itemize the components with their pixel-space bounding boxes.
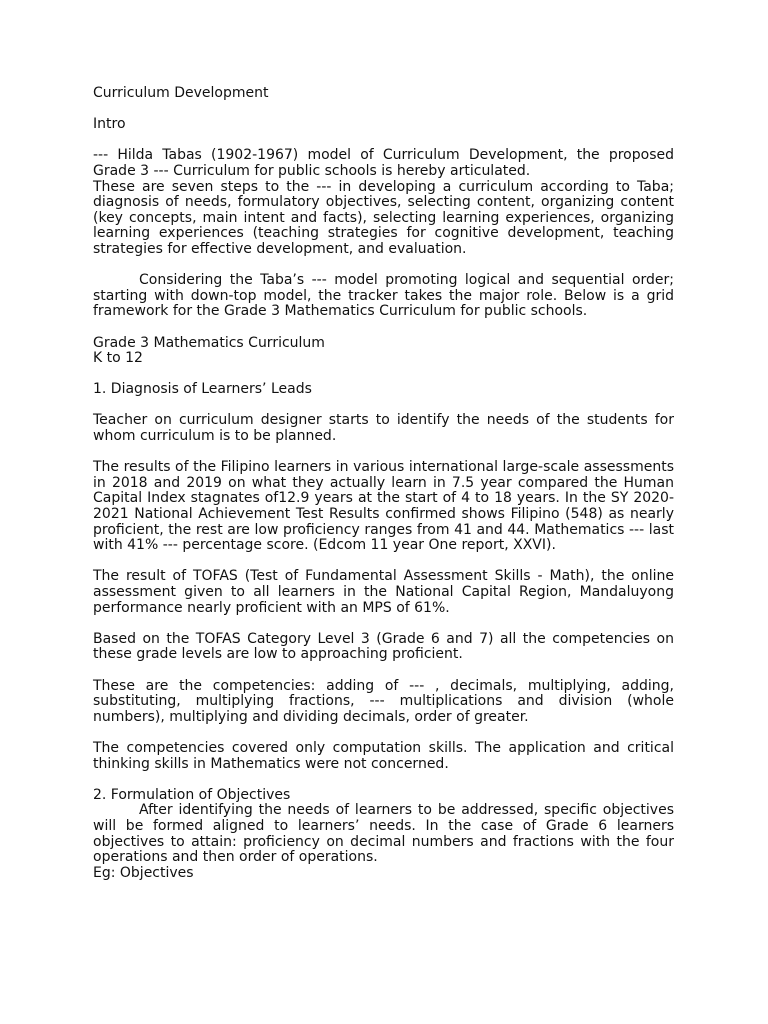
- section-1-paragraph-1: Teacher on curriculum designer starts to identify the needs of the students for whom curriculum is to be planned.: [93, 412, 674, 445]
- document-title: Curriculum Development: [93, 85, 269, 101]
- spacer: [93, 102, 674, 118]
- spacer: [93, 772, 674, 788]
- spacer: [93, 320, 674, 336]
- intro-paragraph-1: --- Hilda Tabas (1902-1967) model of Curriculum Development, the proposed Grade 3 --- Curriculum for public schools is hereby articulated.: [93, 147, 674, 179]
- section-1-paragraph-4: Based on the TOFAS Category Level 3 (Grade 6 and 7) all the competencies on these grade levels are low to approaching proficient.: [93, 630, 674, 663]
- section-2-paragraph-2: Eg: Objectives: [93, 864, 194, 881]
- section-1-paragraph-2: The results of the Filipino learners in various international large-scale assessments in 2018 and 2019 on what they actually learn in 7.5 year compared the Human Capital Index stagnates of12.9 years at the start of 4 to 18 years. In the SY 2020-2021 National Achievement Test Results confirmed shows Filipino (548) as nearly proficient, the rest are low proficiency ranges from 41 and 44. Mathematics --- last with 41% --- percentage score. (Edcom 11 year One report, XXVI).: [93, 459, 674, 554]
- intro-paragraph-2: These are seven steps to the --- in developing a curriculum according to Taba; diagnosis of needs, formulatory objectives, selecting content, organizing content (key concepts, main intent and facts), selecting learning experiences, organizing learning experiences (teaching strategies for cognitive development, teaching strategies for effective development, and evaluation.: [93, 178, 674, 257]
- spacer: [93, 554, 674, 570]
- section-1-paragraph-5: These are the competencies: adding of --- , decimals, multiplying, adding, substituting, multiplying fractions, --- multiplications and division (whole numbers), multiplying and dividing decimals, order of greater.: [93, 677, 674, 725]
- section-1-paragraph-6: The competencies covered only computation skills. The application and critical thinking skills in Mathematics were not concerned.: [93, 739, 674, 772]
- spacer: [93, 725, 674, 741]
- intro-heading: Intro: [93, 116, 126, 133]
- spacer: [93, 616, 674, 632]
- spacer: [93, 367, 674, 383]
- spacer: [93, 258, 674, 274]
- section-2-heading: 2. Formulation of Objectives: [93, 786, 291, 803]
- spacer: [93, 663, 674, 679]
- section-2-paragraph-1: After identifying the needs of learners to be addressed, specific objectives will be formed aligned to learners’ needs. In the case of Grade 6 learners objectives to attain: proficiency on decimal numbers and fractions with the four operations and then order of operations.: [93, 802, 674, 866]
- section-1-paragraph-3: The result of TOFAS (Test of Fundamental Assessment Skills - Math), the online assessment given to all learners in the National Capital Region, Mandaluyong performance nearly proficient with an MPS of 61%.: [93, 568, 674, 616]
- spacer: [93, 398, 674, 414]
- subject-subheading: K to 12: [93, 350, 143, 367]
- subject-heading: Grade 3 Mathematics Curriculum: [93, 334, 325, 351]
- spacer: [93, 133, 674, 149]
- intro-paragraph-3: Considering the Taba’s --- model promoting logical and sequential order; starting with down-top model, the tracker takes the major role. Below is a grid framework for the Grade 3 Mathematics Curriculum for public schools.: [93, 272, 674, 320]
- spacer: [93, 445, 674, 461]
- section-1-heading: 1. Diagnosis of Learners’ Leads: [93, 381, 312, 398]
- document-page: [93, 86, 674, 881]
